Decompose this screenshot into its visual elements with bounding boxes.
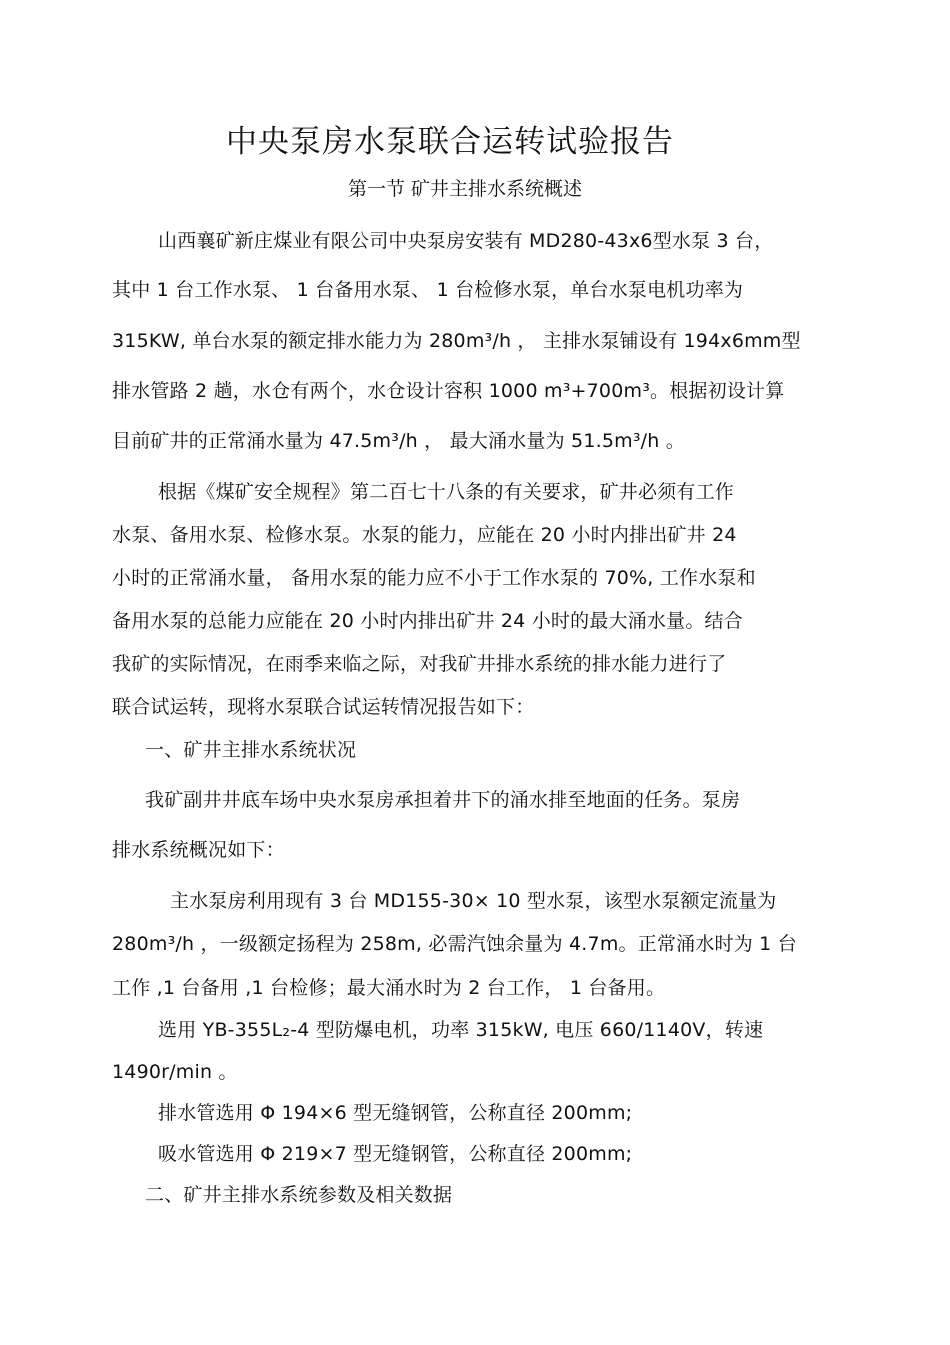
paragraph-line: 选用 YB-355L₂-4 型防爆电机，功率 315kW, 电压 660/1140V，转速 (158, 1019, 764, 1041)
paragraph-line: 我矿的实际情况，在雨季来临之际，对我矿井排水系统的排水能力进行了 (112, 653, 727, 675)
section-heading: 第一节 矿井主排水系统概述 (347, 178, 583, 200)
paragraph-line: 根据《煤矿安全规程》第二百七十八条的有关要求，矿井必须有工作 (158, 481, 735, 503)
paragraph-line: 280m³/h ，一级额定扬程为 258m, 必需汽蚀余量为 4.7m。正常涌水时为 1 台 (112, 933, 797, 955)
paragraph-line: 目前矿井的正常涌水量为 47.5m³/h ， 最大涌水量为 51.5m³/h 。 (112, 430, 685, 452)
paragraph-line: 315KW, 单台水泵的额定排水能力为 280m³/h ， 主排水泵铺设有 194x6mm型 (112, 330, 801, 352)
section-heading: 二、矿井主排水系统参数及相关数据 (145, 1184, 453, 1206)
paragraph-line: 排水系统概况如下： (112, 839, 285, 861)
paragraph-line: 排水管路 2 趟，水仓有两个，水仓设计容积 1000 m³+700m³。根据初设计算 (112, 380, 785, 402)
paragraph-line: 吸水管选用 Φ 219×7 型无缝钢管，公称直径 200mm; (158, 1143, 633, 1165)
paragraph-line: 水泵、备用水泵、检修水泵。水泵的能力，应能在 20 小时内排出矿井 24 (112, 524, 737, 546)
paragraph-line: 1490r/min 。 (112, 1061, 238, 1083)
paragraph-line: 我矿副井井底车场中央水泵房承担着井下的涌水排至地面的任务。泵房 (145, 789, 741, 811)
paragraph-line: 主水泵房利用现有 3 台 MD155-30× 10 型水泵，该型水泵额定流量为 (170, 890, 777, 912)
paragraph-line: 联合试运转，现将水泵联合试运转情况报告如下： (112, 696, 535, 718)
section-heading: 一、矿井主排水系统状况 (145, 739, 357, 761)
paragraph-line: 备用水泵的总能力应能在 20 小时内排出矿井 24 小时的最大涌水量。结合 (112, 610, 743, 632)
document-title: 中央泵房水泵联合运转试验报告 (226, 124, 674, 160)
paragraph-line: 山西襄矿新庄煤业有限公司中央泵房安装有 MD280-43x6型水泵 3 台， (158, 230, 774, 252)
paragraph-line: 工作 ,1 台备用 ,1 台检修；最大涌水时为 2 台工作， 1 台备用。 (112, 977, 666, 999)
paragraph-line: 排水管选用 Φ 194×6 型无缝钢管，公称直径 200mm; (158, 1102, 633, 1124)
paragraph-line: 小时的正常涌水量， 备用水泵的能力应不小于工作水泵的 70%, 工作水泵和 (112, 567, 756, 589)
paragraph-line: 其中 1 台工作水泵、 1 台备用水泵、 1 台检修水泵，单台水泵电机功率为 (112, 279, 744, 301)
